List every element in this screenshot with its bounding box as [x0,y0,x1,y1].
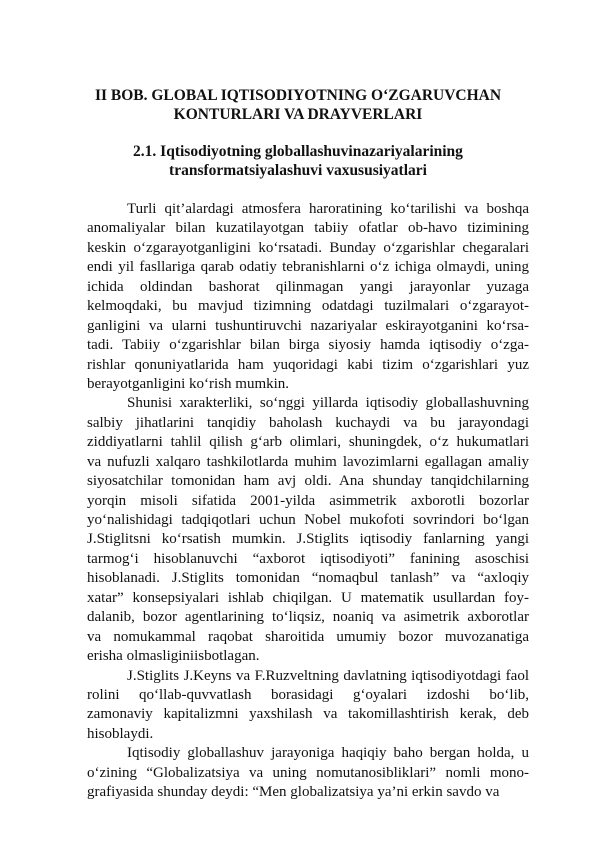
text-line: va nufuzli xalqaro tashkilotlarda muhim lavozimlarni egallagan amaliy [87,453,529,470]
text-line: J.Stiglitsni ko‘rsatish mumkin. J.Stiglits iqtisodiy fanlarning yangi [87,531,529,548]
text-line: ichida oldindan bashorat qilinmagan yangi jarayonlar yuzaga [87,278,529,295]
chapter-title [70,86,526,124]
text-line: anomaliyalar bilan kuzatilayotgan tabiiy ofatlar ob-havo tizimining [87,220,529,237]
text-line: zamonaviy kapitalizmni yaxshilash va takomillashtirish kerak, deb [87,706,529,723]
text-line: Shunisi xarakterliki, so‘nggi yillarda iqtisodiy globallashuvning [127,395,529,412]
text-line: Iqtisodiy globallashuv jarayoniga haqiqiy baho bergan holda, u [127,745,529,762]
text-line: salbiy jihatlarini tanqidiy baholash kuchaydi va bu jarayondagi [87,414,529,431]
text-line: o‘zining “Globalizatsiya va uning nomutanosibliklari” nomli mono- [87,764,529,781]
chapter-title-line: KONTURLARI VA DRAYVERLARI [173,106,423,123]
body-text [87,200,529,803]
text-line: yorqin misoli sifatida 2001-yilda asimmetrik axborotli bozorlar [87,492,529,509]
text-line: dalanib, bozor agentlarining to‘liqsiz, noaniq va asimetrik axborotlar [87,609,529,626]
text-line: hisoblaydi. [87,725,154,742]
text-line: hisoblanadi. J.Stiglits tomonidan “nomaqbul tanlash” va “axloqiy [87,570,529,587]
text-line: yo‘nalishidagi tadqiqotlari uchun Nobel mukofoti sovrindori bo‘lgan [87,512,529,528]
text-line: va nomukammal raqobat sharoitida umumiy bozor muvozanatiga [87,628,529,645]
text-line: rishlar qonuniyatlarida ham yuqoridagi kabi tizim o‘zgarishlari yuz [87,356,529,373]
text-line: J.Stiglits J.Keyns va F.Ruzveltning davlatning iqtisodiyotdagi faol [127,667,529,684]
chapter-title-line: II BOB. GLOBAL IQTISODIYOTNING O‘ZGARUVCHAN [94,87,502,104]
section-title-line: transformatsiyalashuvi vaxususiyatlari [169,162,427,179]
text-line: ganligini va ularni tushuntiruvchi nazariyalar eskirayotganini ko‘rsa- [87,317,529,334]
text-line: kelmoqdaki, bu mavjud tizimning odatdagi tuzilmalari o‘zgarayot- [87,298,529,315]
text-line: erisha olmasliginiisbotlagan. [87,648,260,665]
text-line: siyosatchilar tomonidan ham avj oldi. Ana shunday tanqidchilarning [87,473,529,490]
text-line: ziddiyatlarni tahlil qilish g‘arb olimlari, shuningdek, o‘z hukumatlari [87,434,529,451]
text-line: tadi. Tabiiy o‘zgarishlar bilan birga siyosiy hamda iqtisodiy o‘zga- [87,337,529,354]
section-title [70,142,526,180]
text-line: xatar” konsepsiyalari ishlab chiqilgan. U matematik usullardan foy- [87,589,529,606]
text-line: Turli qit’alardagi atmosfera haroratining ko‘tarilishi va boshqa [127,201,529,217]
text-line: grafiyasida shunday deydi: “Men globalizatsiya ya’ni erkin savdo va [87,784,500,801]
text-line: keskin o‘zgarayotganligini ko‘rsatadi. Bunday o‘zgarishlar chegaralari [87,239,529,256]
text-line: berayotganligini ko‘rish mumkin. [87,375,290,392]
text-line: endi yil fasllariga qarab odatiy tebranishlarni o‘z ichiga olmaydi, uning [87,259,529,276]
section-title-line: 2.1. Iqtisodiyotning globallashuvinazariyalarining [133,143,463,160]
text-line: rolini qo‘llab-quvvatlash borasidagi g‘oyalari izdoshi bo‘lib, [87,686,529,703]
text-line: tarmog‘i hisoblanuvchi “axborot iqtisodiyoti” fanining asoschisi [87,550,529,567]
